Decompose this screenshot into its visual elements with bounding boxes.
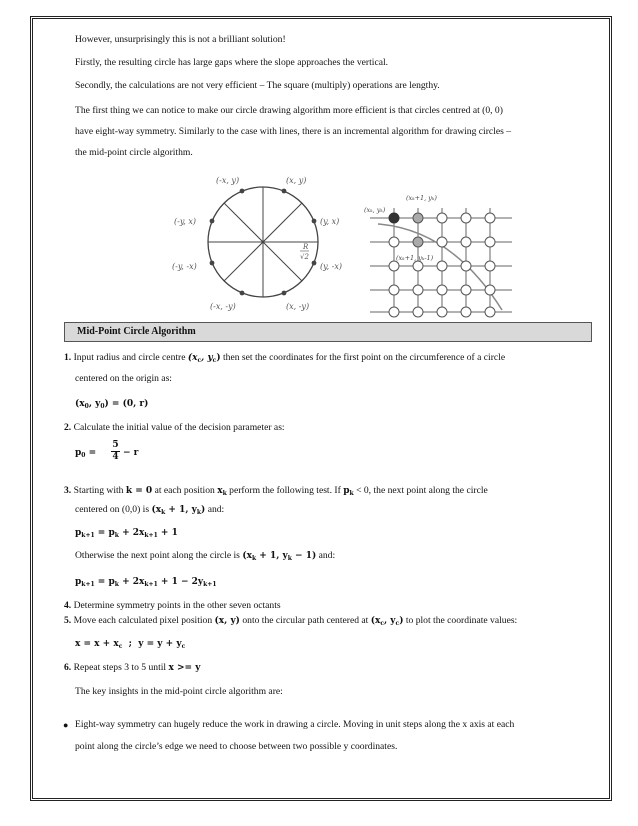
step-5-line: 5. Move each calculated pixel position (x, y) onto the circular path centered at ($x_c$, $y_c$) to plot the coordinate values: — [64, 615, 518, 627]
label-xk1-yk1: (xₖ+1, yₖ-1) — [396, 254, 434, 262]
intro-paragraph-line-3: the mid-point circle algorithm. — [75, 147, 193, 158]
diagonal-label-denominator: √2 — [300, 253, 309, 261]
step-4-line: 4. Determine symmetry points in the other seven octants — [64, 600, 281, 611]
intro-line-3: Secondly, the calculations are not very efficient – The square (multiply) operations are lengthy. — [75, 80, 440, 91]
midpoint-grid-figure — [362, 188, 522, 318]
label-xk1-yk: (xₖ+1, yₖ) — [406, 194, 437, 202]
step-2-formula-rest: − r — [123, 448, 139, 458]
bullet-icon: ● — [63, 720, 69, 730]
diagonal-label-numerator: R — [303, 243, 309, 251]
step-3-line-1: 3. Starting with k = 0 at each position $x_k$ perform the following test. If $p_k < 0$, the next point along the circle — [64, 485, 488, 497]
step-3-line-2: centered on (0,0) is ($x_k + 1$, $y_k$) and: — [75, 504, 225, 516]
label-neg-x-neg-y: (-x, -y) — [210, 302, 236, 311]
label-x-y: (x, y) — [286, 176, 307, 185]
label-y-x: (y, x) — [320, 217, 340, 226]
intro-paragraph-line-2: have eight-way symmetry. Similarly to the case with lines, there is an incremental algorithm for drawing circles – — [75, 126, 512, 137]
section-header — [64, 322, 592, 342]
step-2-formula: $p_0$ = — [75, 448, 97, 459]
step-5-formula: $x = x + x_c$ ; $y = y + y_c$ — [75, 639, 186, 650]
fraction: $\frac{5}{4}$ — [112, 440, 119, 462]
step-3-formula-1: $p_{k+1} = p_k + 2x_{k+1} + 1$ — [75, 528, 178, 539]
label-neg-y-x: (-y, x) — [174, 217, 196, 226]
step-1-line-1: 1. Input radius and circle centre ($x_c$, $y_c$) then set the coordinates for the first point on the circumference of a circle — [64, 352, 506, 364]
step-6-line: 6. Repeat steps 3 to 5 until x >= y — [64, 662, 201, 673]
step-2-line: 2. Calculate the initial value of the decision parameter as: — [64, 422, 285, 433]
label-neg-y-neg-x: (-y, -x) — [172, 262, 197, 271]
insight-bullet-line-1: Eight-way symmetry can hugely reduce the work in drawing a circle. Moving in unit steps along the x axis at each — [75, 719, 515, 730]
label-xk-yk: (xₖ, yₖ) — [364, 206, 386, 214]
label-neg-x-y: (-x, y) — [216, 176, 240, 185]
label-y-neg-x: (y, -x) — [320, 262, 342, 271]
intro-line-2: Firstly, the resulting circle has large gaps where the slope approaches the vertical. — [75, 57, 389, 68]
section-title: Mid-Point Circle Algorithm — [77, 326, 196, 337]
insights-intro: The key insights in the mid-point circle algorithm are: — [75, 686, 283, 697]
step-1-line-2: centered on the origin as: — [75, 373, 172, 384]
intro-paragraph-line-1: The first thing we can notice to make our circle drawing algorithm more efficient is that circles centred at (0, 0) — [75, 105, 503, 116]
insight-bullet-line-2: point along the circle’s edge we need to choose between two possible y coordinates. — [75, 741, 398, 752]
step-3-formula-2: $p_{k+1} = p_k + 2x_{k+1} + 1 - 2y_{k+1}$ — [75, 577, 217, 588]
eight-way-symmetry-figure — [168, 170, 358, 315]
step-3-line-3: Otherwise the next point along the circle is ($x_k + 1$, $y_k - 1$) and: — [75, 550, 336, 562]
step-1-formula: ($x_0$, $y_0) = (0$, r) — [75, 399, 149, 410]
label-x-neg-y: (x, -y) — [286, 302, 310, 311]
intro-line-1: However, unsurprisingly this is not a brilliant solution! — [75, 34, 286, 45]
